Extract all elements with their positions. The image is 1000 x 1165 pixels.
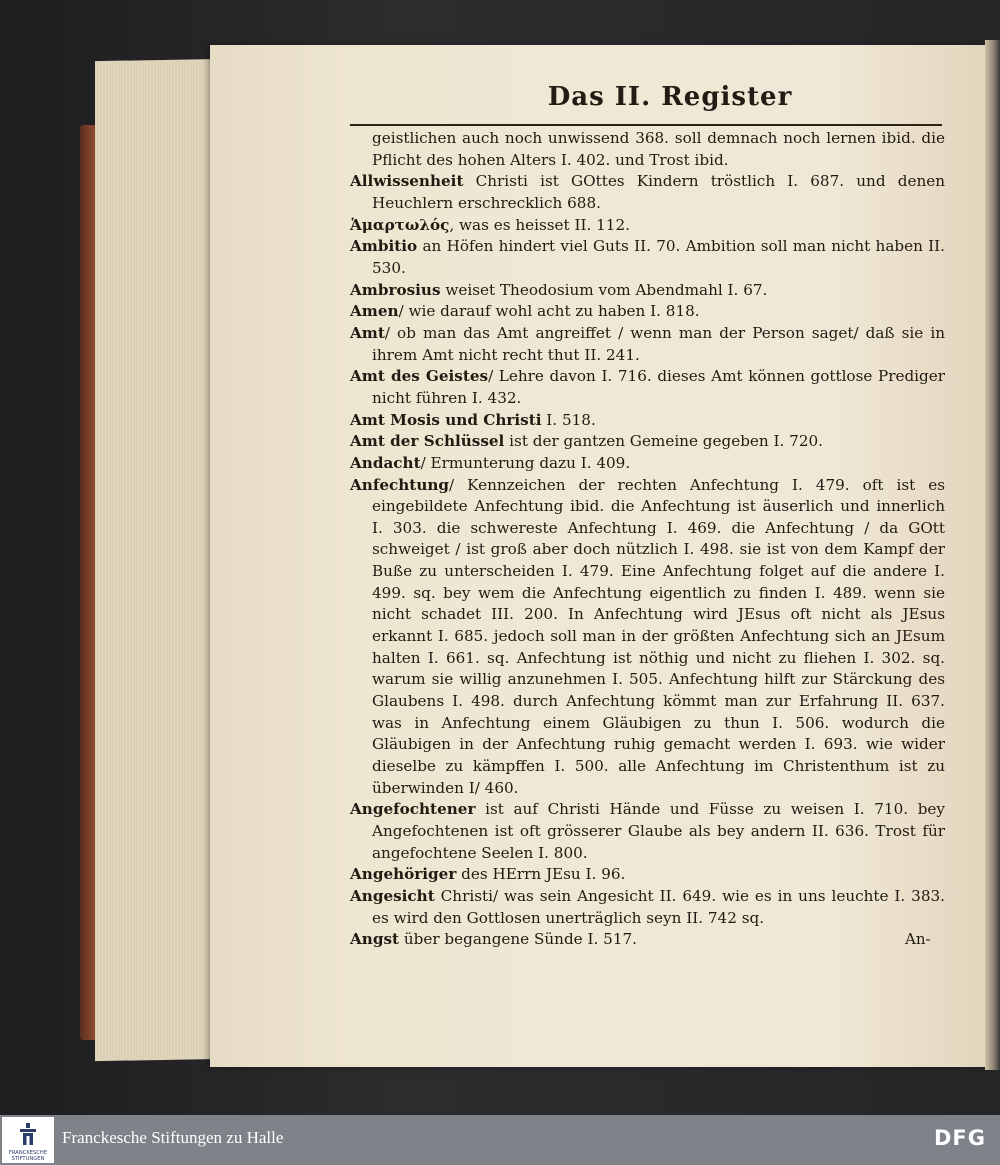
entry-text: weiset Theodosium vom Abendmahl I. 67. [440,280,768,299]
entry-keyword: Angehöriger [350,865,457,884]
register-entry [350,475,945,800]
entry-keyword: Amt [350,323,385,342]
entry-text: ist der gantzen Gemeine gegeben I. 720. [504,432,823,451]
entry-text: / Lehre davon I. 716. dieses Amt können gottlose Prediger nicht führen I. 432. [372,367,945,407]
register-entry [350,280,945,302]
entry-text: / Ermunterung dazu I. 409. [420,453,631,472]
entry-text: über begangene Sünde I. 517. [399,930,637,949]
catchword: An- [905,930,931,948]
dfg-logo[interactable]: DFG [934,1126,987,1150]
entry-text: / ob man das Amt angreiffet / wenn man der Person saget/ daß sie in ihrem Amt nicht recht thut II. 241. [372,323,945,364]
header-rule [350,124,942,126]
entry-keyword: Amt Mosis und Christi [350,410,542,429]
register-entry [350,410,945,432]
foundation-emblem-icon [16,1121,40,1149]
entry-keyword: Angst [350,930,400,949]
entry-text: / Kennzeichen der rechten Anfechtung I. 479. oft ist es eingebildete Anfechtung ibid. die Anfechtung ist äuserlich und innerlich I. 303. die schwereste Anfechtung I. 469. die Anfechtung / da GOtt schweiget / ist groß aber doch nützlich I. 498. sie ist von dem Kampf der Buße zu unterscheiden I. 479. Eine Anfechtung folget auf die andere I. 499. sq. bey wem die Anfechtung eigentlich zu finden I. 489. wenn sie nicht schadet III. 200. In Anfechtung wird JEsus oft nicht als JEsus erkannt I. 685. jedoch soll man in der größten Anfechtung sich an JEsum halten I. 661. sq. Anfechtung ist nöthig und nicht zu fliehen I. 302. sq. warum sie willig anzunehmen I. 505. Anfechtung hilft zur Stärckung des Glaubens I. 498. durch Anfechtung kömmt man zur Erfahrung II. 637. was in Anfechtung einem Gläubigen zu thun I. 506. wodurch die Gläubigen in der Anfechtung ruhig gemacht werden I. 693. wie wider dieselbe zu kämpffen I. 500. alle Anfechtung im Christenthum ist zu überwinden I/ 460. [372,475,945,797]
entry-keyword: Amt des Geistes [350,367,489,386]
entry-keyword: Ambitio [350,237,418,256]
page-stack-edge [95,59,225,1061]
register-entry [350,171,945,214]
entry-keyword: Amt der Schlüssel [350,432,505,451]
entry-keyword: Ambrosius [350,280,441,299]
register-entries [350,128,945,951]
entry-text: des HErrn JEsu I. 96. [456,865,626,884]
entry-keyword: Allwissenheit [350,172,464,191]
entry-keyword: Anfechtung [350,475,450,494]
entry-text: geistlichen auch noch unwissend 368. soll demnach noch lernen ibid. die Pflicht des hohen Alters I. 402. und Trost ibid. [372,129,945,169]
register-entry [350,236,945,279]
entry-text: Christi/ was sein Angesicht II. 649. wie es in uns leuchte I. 383. es wird den Gottlosen unerträglich seyn II. 742 sq. [372,886,945,927]
register-entry [350,886,945,929]
register-entry [350,128,945,171]
entry-keyword: Angesicht [350,886,435,905]
entry-keyword: Amen [350,302,399,321]
entry-keyword: Angefochtener [350,800,476,819]
logo-text: FRANCKESCHE STIFTUNGEN [8,1150,48,1162]
register-entry [350,864,945,886]
page-gutter [985,40,1000,1070]
entry-keyword: Ἁμαρτωλός [350,215,450,234]
register-entry [350,453,945,475]
entry-text: Christi ist GOttes Kindern tröstlich I. 687. und denen Heuchlern erschrecklich 688. [372,172,945,212]
register-entry [350,431,945,453]
register-entry [350,215,945,237]
register-entry [350,301,945,323]
entry-text: I. 518. [541,410,596,429]
register-entry [350,323,945,366]
register-entry [350,366,945,409]
register-entry [350,929,945,951]
entry-text: ist auf Christi Hände und Füsse zu weisen I. 710. bey Angefochtenen ist oft grösserer Glaube als bey andern II. 636. Trost für angefochtene Seelen I. 800. [372,800,945,862]
register-entry [350,799,945,864]
franckesche-logo[interactable] [2,1117,54,1163]
institution-name: Franckesche Stiftungen zu Halle [62,1128,284,1147]
running-head: Das II. Register [547,82,793,112]
entry-text: an Höfen hindert viel Guts II. 70. Ambition soll man nicht haben II. 530. [372,237,945,277]
entry-keyword: Andacht [350,453,421,472]
entry-text: / wie darauf wohl acht zu haben I. 818. [398,302,700,321]
entry-text: , was es heisset II. 112. [449,215,630,234]
